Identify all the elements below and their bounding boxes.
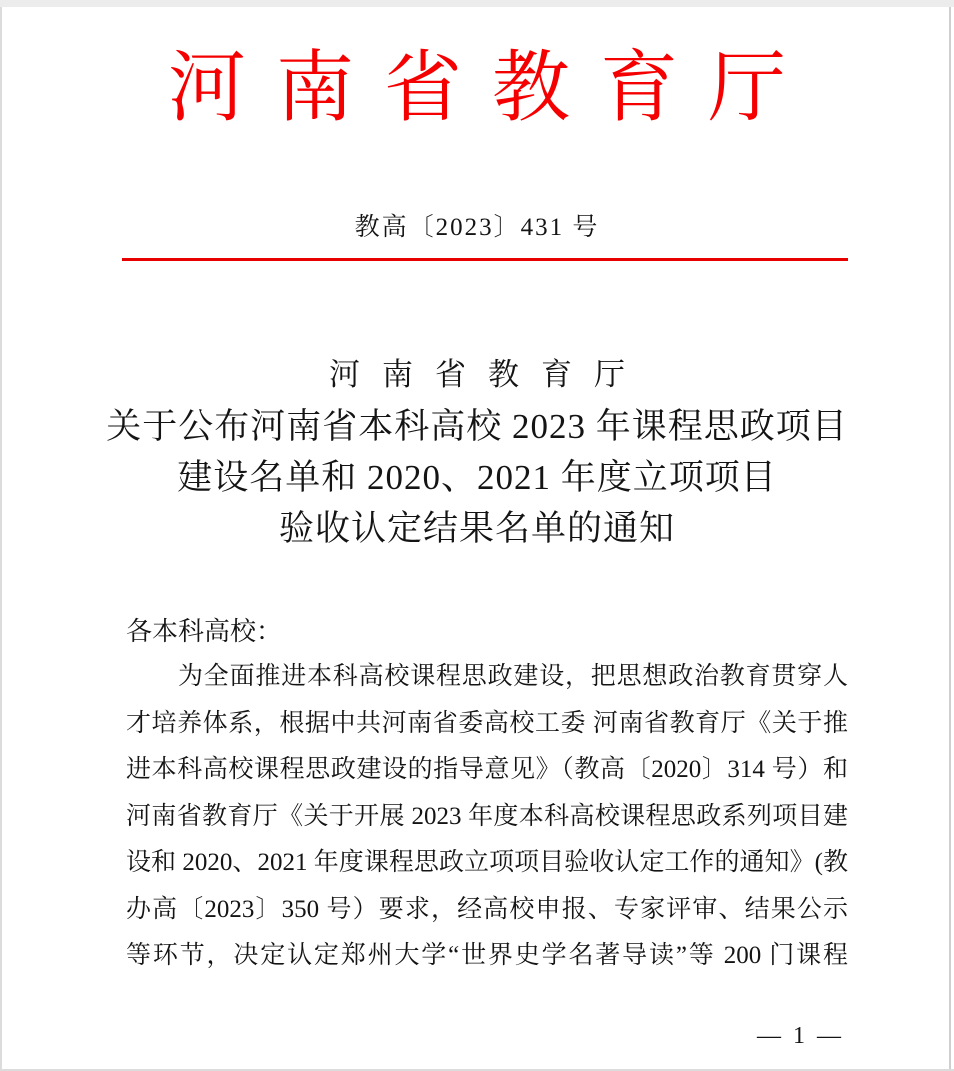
title-line-4: 验收认定结果名单的通知 [278, 509, 675, 548]
page-number: — 1 — [757, 1023, 844, 1049]
body-line: 设和 2020、2021 年度课程思政立项项目验收认定工作的通知》(教 [126, 849, 848, 876]
red-divider-line [122, 258, 848, 261]
body-line: 才培养体系，根据中共河南省委高校工委 河南省教育厅《关于推 [126, 709, 848, 737]
salutation: 各本科高校： [126, 617, 283, 646]
title-line-2: 关于公布河南省本科高校 2023 年课程思政项目 [106, 407, 848, 446]
document-number: 教高〔2023〕431 号 [354, 214, 600, 241]
letterhead-agency-title: 河南省教育厅 [167, 44, 816, 131]
title-agency-line: 河南省教育厅 [329, 357, 647, 392]
body-line: 等环节，决定认定郑州大学“世界史学名著导读”等 200 门课程 [126, 942, 848, 969]
body-line: 为全面推进本科高校课程思政建设，把思想政治教育贯穿人 [178, 663, 848, 690]
body-line: 办高〔2023〕350 号）要求，经高校申报、专家评审、结果公示 [126, 895, 848, 923]
page-edge-top [0, 0, 954, 7]
document-title [0, 349, 954, 554]
body-paragraph [126, 654, 848, 980]
title-line-3: 建设名单和 2020、2021 年度立项项目 [177, 458, 777, 497]
body-line: 河南省教育厅《关于开展 2023 年度本科高校课程思政系列项目建 [126, 802, 848, 830]
body-line: 进本科高校课程思政建设的指导意见》（教高〔2020〕314 号）和 [126, 756, 848, 783]
